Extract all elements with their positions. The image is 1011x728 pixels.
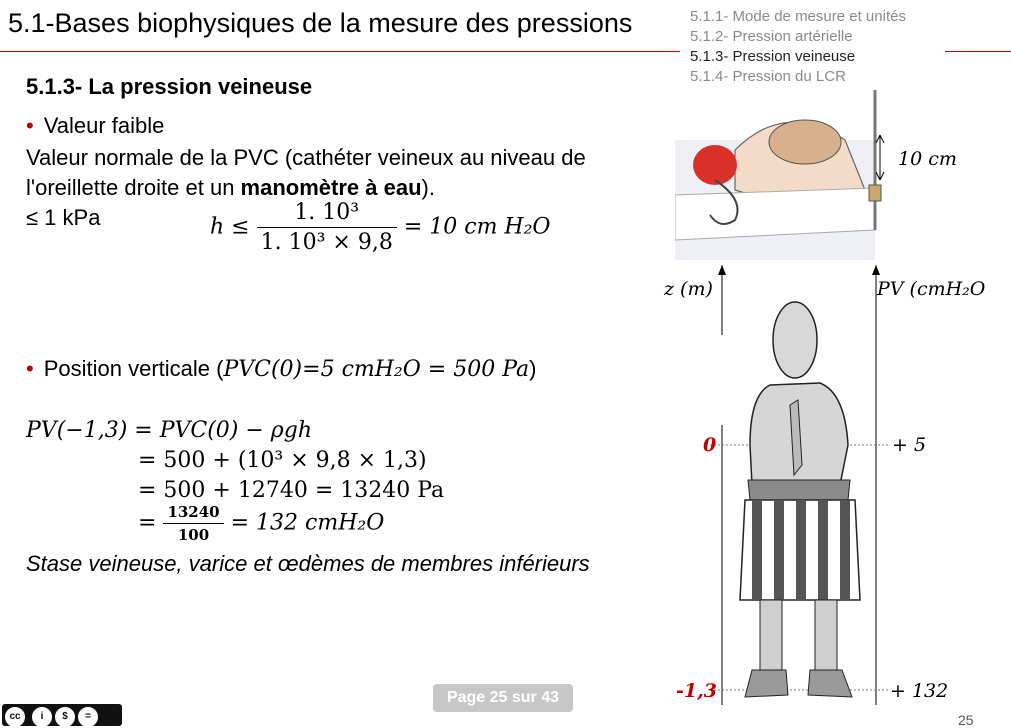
noderivs-icon: = bbox=[78, 707, 98, 727]
left-sock-icon bbox=[745, 670, 788, 697]
equation-line-3: = 500 + 12740 = 13240 Pa bbox=[138, 478, 445, 503]
bullet-icon: • bbox=[26, 356, 34, 381]
pv-axis-arrow-icon bbox=[872, 265, 880, 275]
hair-icon bbox=[769, 120, 841, 164]
formula-h-fraction: $\frac{\text{1. 10³}}{\text{1. 10³ × 9,8}}$ bbox=[257, 200, 397, 255]
equation-line-4: = $\frac{13240}{100}$ = 132 cmH₂O bbox=[138, 503, 385, 544]
text-line-3: ≤ 1 kPa bbox=[26, 205, 101, 230]
creative-commons-badge[interactable] bbox=[2, 704, 122, 726]
striped-shorts-icon bbox=[740, 500, 860, 600]
manometer-height-label: 10 cm bbox=[898, 148, 957, 170]
z-axis-arrow-icon bbox=[718, 265, 726, 275]
z-bottom-label: -1,3 bbox=[676, 680, 717, 702]
pv-axis-label: PV (cmH₂O bbox=[877, 278, 986, 300]
bullet-valeur-faible: • Valeur faible bbox=[26, 113, 165, 138]
heart-icon bbox=[693, 145, 737, 185]
text-line-2: l'oreillette droite et un manomètre à eau). bbox=[26, 175, 435, 200]
section-toc bbox=[690, 7, 906, 87]
equation-fraction: $\frac{13240}{100}$ bbox=[163, 503, 223, 544]
equation-line-2: = 500 + (10³ × 9,8 × 1,3) bbox=[138, 448, 427, 473]
waistband-icon bbox=[748, 480, 850, 500]
toc-item-1[interactable]: 5.1.1- Mode de mesure et unités bbox=[690, 8, 906, 25]
cc-icon: cc bbox=[5, 707, 25, 727]
title-divider-right bbox=[945, 51, 1011, 52]
page-title: 5.1-Bases biophysiques de la mesure des pressions bbox=[8, 8, 633, 38]
text-line-1: Valeur normale de la PVC (cathéter veineux au niveau de bbox=[26, 145, 586, 170]
man-head-icon bbox=[773, 302, 817, 378]
slide-number: 25 bbox=[958, 712, 974, 728]
left-leg-icon bbox=[760, 600, 782, 670]
manometer-illustration bbox=[675, 80, 900, 260]
right-sock-icon bbox=[808, 670, 852, 697]
toc-item-3-active[interactable]: 5.1.3- Pression veineuse bbox=[690, 48, 856, 65]
right-leg-icon bbox=[815, 600, 837, 670]
standing-man-illustration bbox=[690, 265, 1011, 715]
conclusion-text: Stase veineuse, varice et œdèmes de membres inférieurs bbox=[26, 551, 590, 576]
formula-h: h ≤ $\frac{\text{1. 10³}}{\text{1. 10³ × 9,8}}$ = 10 cm H₂O bbox=[210, 200, 551, 255]
toc-item-2[interactable]: 5.1.2- Pression artérielle bbox=[690, 28, 853, 45]
pv-zero-label: + 5 bbox=[892, 434, 927, 456]
toc-item-4[interactable]: 5.1.4- Pression du LCR bbox=[690, 68, 846, 85]
z-axis-label: z (m) bbox=[664, 278, 713, 300]
section-subtitle: 5.1.3- La pression veineuse bbox=[26, 74, 313, 99]
title-divider bbox=[0, 51, 680, 52]
attribution-icon: i bbox=[32, 707, 52, 727]
bullet-position-verticale: • Position verticale (PVC(0)=5 cmH₂O = 500 Pa) bbox=[26, 356, 537, 382]
bullet-icon: • bbox=[26, 113, 34, 138]
equation-line-1: PV(−1,3) = PVC(0) − ρgh bbox=[26, 418, 312, 443]
pv-bottom-label: + 132 bbox=[890, 680, 949, 702]
stopcock-icon bbox=[869, 185, 881, 201]
noncommercial-icon: $ bbox=[55, 707, 75, 727]
z-zero-label: 0 bbox=[703, 434, 717, 456]
page-indicator: Page 25 sur 43 bbox=[433, 684, 573, 712]
